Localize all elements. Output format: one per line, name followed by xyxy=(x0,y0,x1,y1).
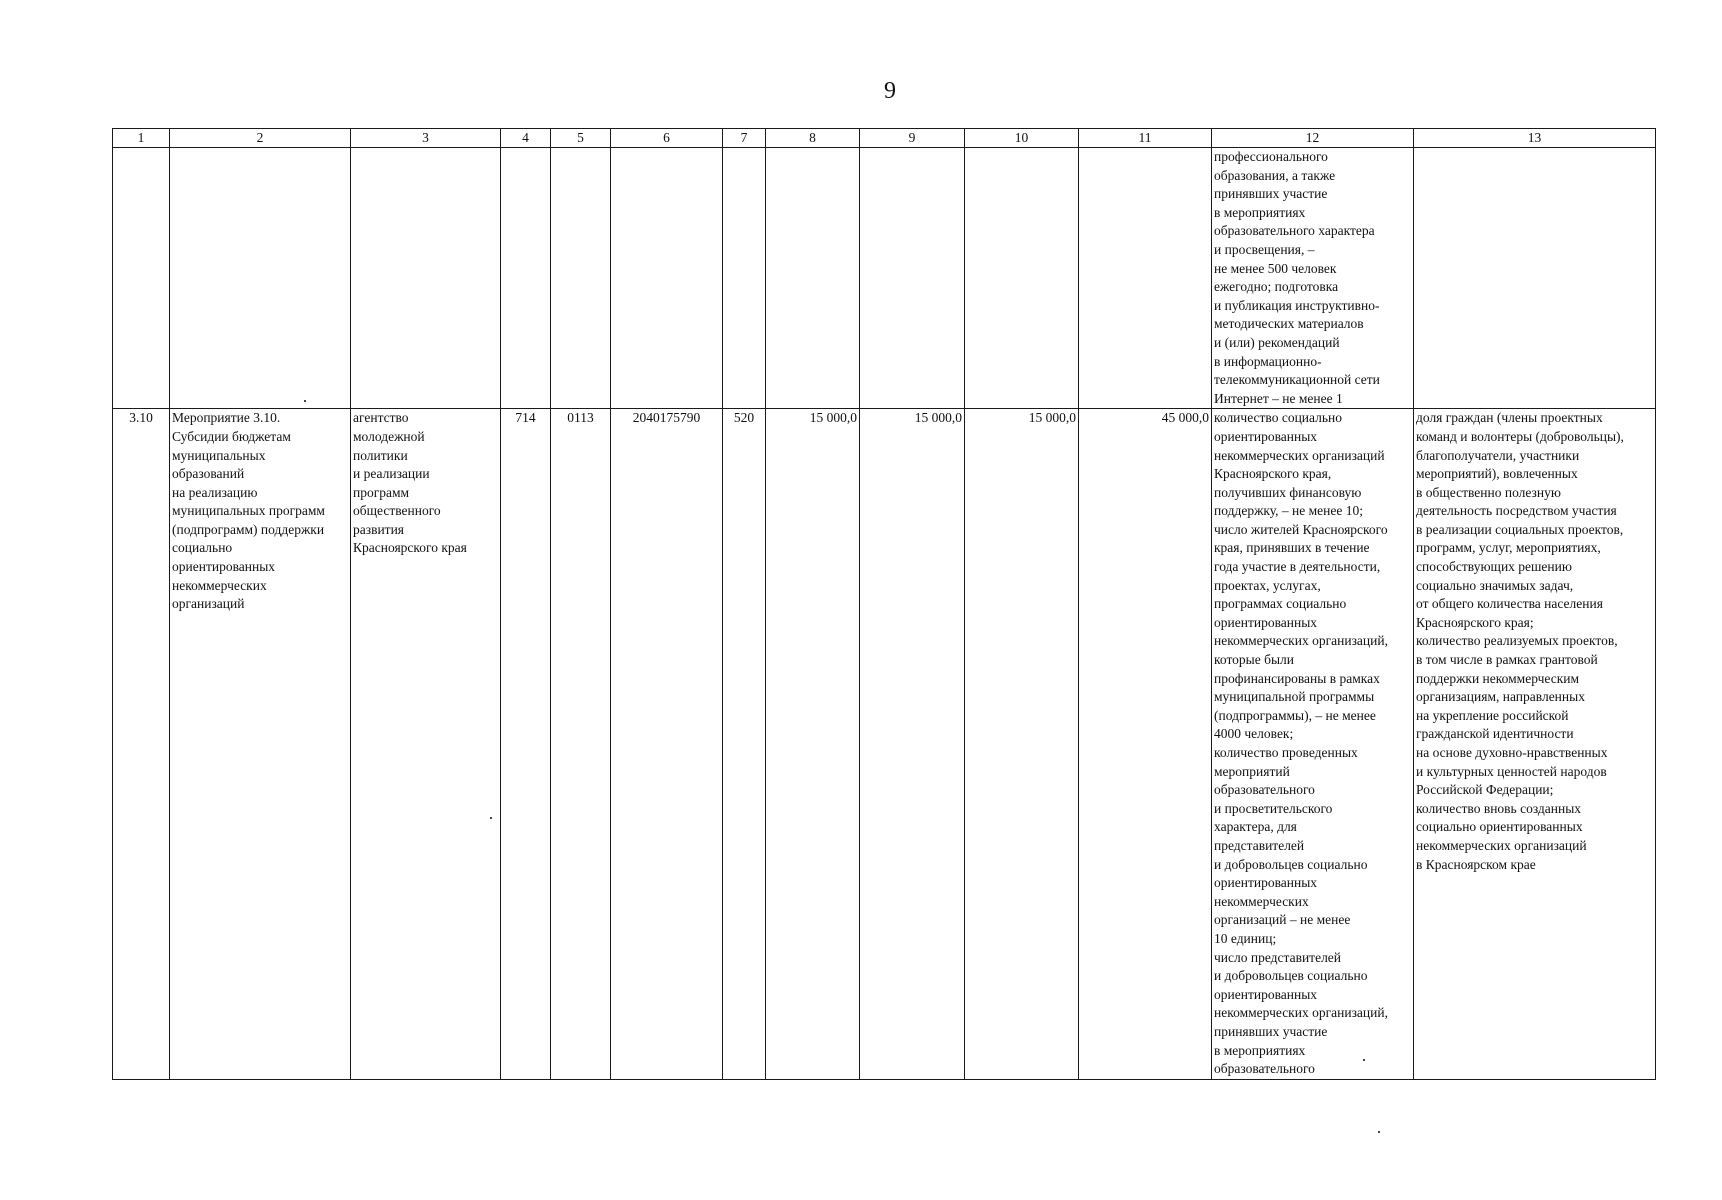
cont-cell-11 xyxy=(1079,148,1212,409)
scan-speck xyxy=(1363,1059,1365,1061)
scan-speck xyxy=(304,400,306,402)
page-number: 9 xyxy=(884,78,896,104)
cont-cell-2 xyxy=(170,148,351,409)
column-number-header-row xyxy=(113,129,1656,148)
expense-type-code: 520 xyxy=(723,409,766,1080)
amount-year-1: 15 000,0 xyxy=(766,409,860,1080)
cont-indicators-cell: профессионального образования, а также принявших участие в мероприятиях образовательного характера и просвещения, – не менее 500 человек ежегодно; подготовка и публикация инструктивно- методических материалов и (или) рекомендаций в информационно- телекоммуникационной сети Интернет – не менее 1 xyxy=(1212,148,1414,409)
section-code: 0113 xyxy=(551,409,611,1080)
column-header-4: 4 xyxy=(501,129,551,148)
program-activities-table xyxy=(112,128,1656,1080)
column-header-10: 10 xyxy=(965,129,1079,148)
continuation-row xyxy=(113,148,1656,409)
cont-cell-7 xyxy=(723,148,766,409)
column-header-11: 11 xyxy=(1079,129,1212,148)
column-header-12: 12 xyxy=(1212,129,1414,148)
activity-name: Мероприятие 3.10. Субсидии бюджетам муниципальных образований на реализацию муниципальных программ (подпрограмм) поддержки социально ориентированных некоммерческих организаций xyxy=(170,409,351,1080)
cont-cell-4 xyxy=(501,148,551,409)
column-header-1: 1 xyxy=(113,129,170,148)
column-header-5: 5 xyxy=(551,129,611,148)
column-header-9: 9 xyxy=(860,129,965,148)
ministry-code: 714 xyxy=(501,409,551,1080)
cont-cell-5 xyxy=(551,148,611,409)
amount-year-2: 15 000,0 xyxy=(860,409,965,1080)
cont-cell-6 xyxy=(611,148,723,409)
cont-cell-1 xyxy=(113,148,170,409)
row-number: 3.10 xyxy=(113,409,170,1080)
cont-cell-8 xyxy=(766,148,860,409)
column-header-6: 6 xyxy=(611,129,723,148)
amount-year-3: 15 000,0 xyxy=(965,409,1079,1080)
column-header-2: 2 xyxy=(170,129,351,148)
column-header-7: 7 xyxy=(723,129,766,148)
column-header-13: 13 xyxy=(1414,129,1656,148)
column-header-3: 3 xyxy=(351,129,501,148)
column-header-8: 8 xyxy=(766,129,860,148)
scan-speck xyxy=(1378,1131,1380,1133)
activity-row-3-10 xyxy=(113,409,1656,1080)
target-indicators: доля граждан (члены проектных команд и волонтеры (добровольцы), благополучатели, участники мероприятий), вовлеченных в общественно полезную деятельность посредством участия в реализации социальных проектов, программ, услуг, мероприятиях, способствующих решению социально значимых задач, от общего количества населения Красноярского края; количество реализуемых проектов, в том числе в рамках грантовой поддержки некоммерческим организациям, направленных на укрепление российской гражданской идентичности на основе духовно-нравственных и культурных ценностей народов Российской Федерации; количество вновь созданных социально ориентированных некоммерческих организаций в Красноярском крае xyxy=(1414,409,1656,1080)
cont-cell-3 xyxy=(351,148,501,409)
target-article-code: 2040175790 xyxy=(611,409,723,1080)
cont-cell-10 xyxy=(965,148,1079,409)
scan-speck xyxy=(490,817,492,819)
responsible-agency: агентство молодежной политики и реализации программ общественного развития Красноярского края xyxy=(351,409,501,1080)
expected-results: количество социально ориентированных некоммерческих организаций Красноярского края, получивших финансовую поддержку, – не менее 10; число жителей Красноярского края, принявших в течение года участие в деятельности, проектах, услугах, программах социально ориентированных некоммерческих организаций, которые были профинансированы в рамках муниципальной программы (подпрограммы), – не менее 4000 человек; количество проведенных мероприятий образовательного и просветительского характера, для представителей и добровольцев социально ориентированных некоммерческих организаций – не менее 10 единиц; число представителей и добровольцев социально ориентированных некоммерческих организаций, принявших участие в мероприятиях образовательного xyxy=(1212,409,1414,1080)
cont-cell-9 xyxy=(860,148,965,409)
amount-total: 45 000,0 xyxy=(1079,409,1212,1080)
cont-cell-13 xyxy=(1414,148,1656,409)
